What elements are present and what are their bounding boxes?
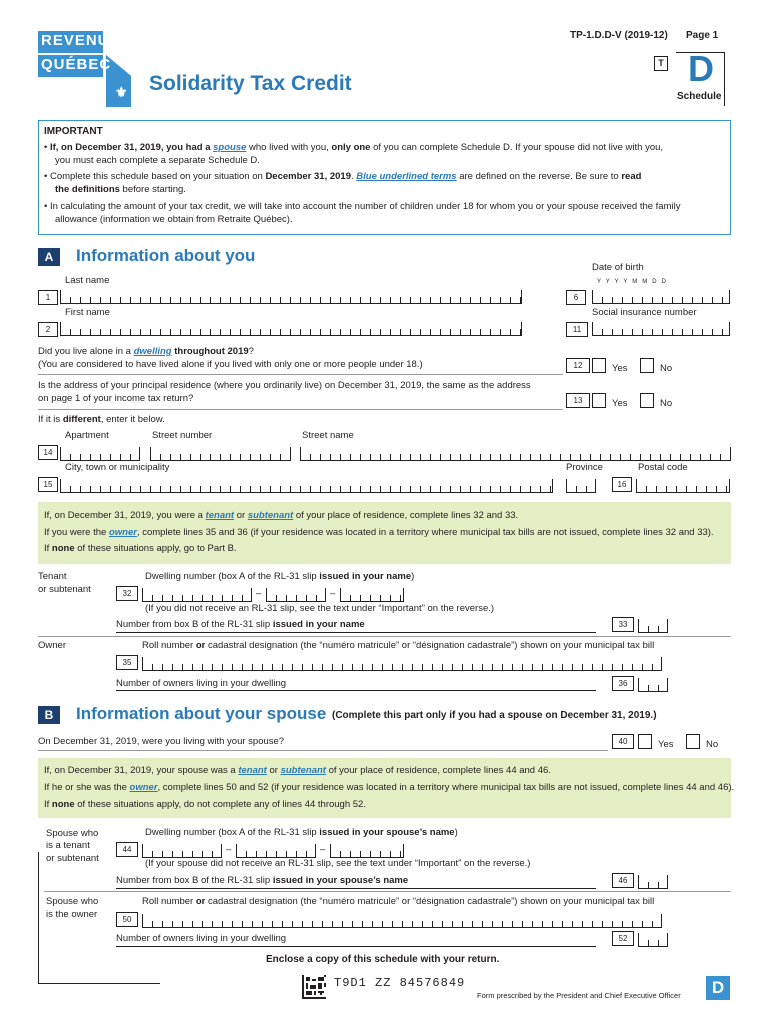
province-field[interactable]: [566, 479, 596, 493]
dob-label: Date of birth: [592, 262, 644, 273]
spouse-tenant-label-3: or subtenant: [46, 853, 99, 864]
line-15-box: 15: [38, 477, 58, 492]
important-bullet-1-cont: you must each complete a separate Schedule D.: [55, 155, 260, 166]
line-11-box: 11: [566, 322, 588, 337]
term-subtenant[interactable]: subtenant: [280, 765, 326, 776]
part-b-title: Information about your spouse: [76, 704, 327, 723]
live-alone-note: (You are considered to have lived alone if you lived with only one or more people under 18.): [38, 359, 423, 370]
last-name-label: Last name: [65, 275, 110, 286]
divider: [38, 409, 563, 410]
line-6-box: 6: [566, 290, 586, 305]
first-name-label: First name: [65, 307, 110, 318]
living-with-spouse-yes-checkbox[interactable]: [638, 734, 652, 749]
logo-text-bottom: QUÉBEC: [41, 56, 112, 73]
line-46-box: 46: [612, 873, 634, 888]
spouse-box-b-field[interactable]: [638, 875, 668, 889]
no-label: No: [660, 363, 673, 374]
apartment-field[interactable]: [60, 447, 140, 461]
term-subtenant[interactable]: subtenant: [247, 510, 294, 521]
spouse-roll-number-field[interactable]: [142, 914, 662, 928]
line-40-box: 40: [612, 734, 634, 749]
spouse-tenant-label-2: is a tenant: [46, 840, 90, 851]
no-slip-note: (If you did not receive an RL-31 slip, see the text under “Important” on the reverse.): [145, 603, 495, 614]
bottom-bracket: [38, 983, 160, 984]
term-dwelling[interactable]: dwelling: [133, 346, 172, 357]
owners-count-field[interactable]: [638, 678, 668, 692]
prescribed-note: Form prescribed by the President and Chief Executive Officer: [477, 991, 681, 1000]
divider: [116, 888, 596, 889]
enclose-instruction: Enclose a copy of this schedule with your return.: [266, 954, 500, 965]
spouse-roll-number-label: Roll number or cadastral designation (the “numéro matricule” or “désignation cadastrale”) shown on your municipal tax bill: [142, 896, 655, 907]
form-barcode-code: T9D1 ZZ 84576849: [334, 976, 466, 990]
term-blue-underlined[interactable]: Blue underlined terms: [356, 171, 457, 182]
schedule-d-badge: D: [706, 976, 730, 1000]
if-different-text: If it is different, enter it below.: [38, 414, 165, 425]
living-with-spouse-question: On December 31, 2019, were you living with your spouse?: [38, 736, 285, 747]
part-b-instr-2: If he or she was the owner, complete lines 50 and 52 (if your residence was located in a territory where municipal tax bills are not issued, complete lines 44 and 46).: [44, 782, 735, 793]
divider: [38, 374, 563, 375]
divider: [38, 636, 731, 637]
divider: [38, 750, 608, 751]
important-heading: IMPORTANT: [44, 126, 103, 137]
divider: [44, 891, 731, 892]
important-bullet-3: • In calculating the amount of your tax credit, we will take into account the number of children under 18 for whom you or your spouse received the family: [44, 201, 681, 212]
term-owner[interactable]: owner: [108, 527, 137, 538]
important-bullet-2: • Complete this schedule based on your situation on December 31, 2019. Blue underlined terms are defined on the reverse. Be sure to read: [44, 171, 642, 182]
live-alone-no-checkbox[interactable]: [640, 358, 654, 373]
line-33-box: 33: [612, 617, 634, 632]
yes-label: Yes: [612, 398, 628, 409]
line-35-box: 35: [116, 655, 138, 670]
dash: –: [256, 588, 262, 599]
same-address-yes-checkbox[interactable]: [592, 393, 606, 408]
divider: [116, 946, 596, 947]
t-box: T: [654, 56, 668, 71]
dwelling-number-part3[interactable]: [340, 588, 404, 602]
tenant-label: Tenant: [38, 571, 67, 582]
important-bullet-1: • If, on December 31, 2019, you had a spouse who lived with you, only one of you can complete Schedule D. If your spouse did not live with you,: [44, 142, 664, 153]
important-bullet-3-cont: allowance (information we obtain from Retraite Québec).: [55, 214, 293, 225]
part-a-instr-1: If, on December 31, 2019, you were a tenant or subtenant of your place of residence, complete lines 32 and 33.: [44, 510, 519, 521]
fleur-de-lis-icon: ⚜: [115, 84, 128, 100]
dwelling-number-part1[interactable]: [142, 588, 252, 602]
term-spouse[interactable]: spouse: [213, 142, 247, 153]
part-a-title: Information about you: [76, 246, 256, 265]
dash: –: [320, 844, 326, 855]
street-number-field[interactable]: [150, 447, 291, 461]
box-b-label: Number from box B of the RL-31 slip issued in your name: [116, 619, 365, 630]
same-address-no-checkbox[interactable]: [640, 393, 654, 408]
postal-code-label: Postal code: [638, 462, 688, 473]
spouse-dwelling-label: Dwelling number (box A of the RL-31 slip issued in your spouse’s name): [145, 827, 458, 838]
street-name-field[interactable]: [300, 447, 731, 461]
part-b-letter: B: [38, 706, 60, 724]
city-label: City, town or municipality: [65, 462, 170, 473]
part-a-instr-2: If you were the owner, complete lines 35 and 36 (if your residence was located in a territory where municipal tax bills are not issued, complete lines 32 and 33).: [44, 527, 714, 538]
spouse-no-slip-note: (If your spouse did not receive an RL-31 slip, see the text under “Important” on the reverse.): [145, 858, 531, 869]
tenant-label-cont: or subtenant: [38, 584, 91, 595]
owners-count-label: Number of owners living in your dwelling: [116, 678, 287, 689]
living-with-spouse-no-checkbox[interactable]: [686, 734, 700, 749]
term-tenant[interactable]: tenant: [238, 765, 267, 776]
date-of-birth-field[interactable]: [592, 290, 730, 304]
line-32-box: 32: [116, 586, 138, 601]
line-13-box: 13: [566, 393, 590, 408]
line-50-box: 50: [116, 912, 138, 927]
dob-format: Y Y Y Y M M D D: [597, 279, 666, 285]
address-question-cont: on page 1 of your income tax return?: [38, 393, 194, 404]
left-bracket: [38, 852, 39, 984]
part-b-instr-3: If none of these situations apply, do not complete any of lines 44 through 52.: [44, 799, 366, 810]
part-a-letter: A: [38, 248, 60, 266]
spouse-owner-label-2: is the owner: [46, 909, 98, 920]
divider: [116, 632, 596, 633]
logo-text-top: REVENU: [41, 32, 110, 49]
line-36-box: 36: [612, 676, 634, 691]
no-label: No: [660, 398, 673, 409]
street-number-label: Street number: [152, 430, 213, 441]
dash: –: [226, 844, 232, 855]
address-question: Is the address of your principal residence (where you ordinarily live) on December 31, 2019, the same as the address: [38, 380, 531, 391]
spouse-dwelling-part2[interactable]: [236, 844, 316, 858]
yes-label: Yes: [612, 363, 628, 374]
spouse-box-b-label: Number from box B of the RL-31 slip issued in your spouse’s name: [116, 875, 409, 886]
no-label: No: [706, 739, 719, 750]
important-bullet-2-cont: the definitions before starting.: [55, 184, 186, 195]
spouse-tenant-label: Spouse who: [46, 828, 99, 839]
street-name-label: Street name: [302, 430, 354, 441]
apartment-label: Apartment: [65, 430, 109, 441]
dwelling-number-part2[interactable]: [266, 588, 326, 602]
live-alone-question: Did you live alone in a dwelling throughout 2019?: [38, 346, 254, 357]
postal-code-field[interactable]: [636, 479, 730, 493]
line-14-box: 14: [38, 445, 58, 460]
page-title: Solidarity Tax Credit: [149, 72, 352, 95]
line-1-box: 1: [38, 290, 58, 305]
line-12-box: 12: [566, 358, 590, 373]
schedule-word: Schedule: [677, 91, 722, 102]
province-label: Province: [566, 462, 603, 473]
term-owner[interactable]: owner: [129, 782, 158, 793]
page-number: Page 1: [686, 30, 719, 41]
sin-field[interactable]: [592, 322, 730, 336]
part-a-instr-3: If none of these situations apply, go to Part B.: [44, 543, 237, 554]
line-16-box: 16: [612, 477, 632, 492]
spouse-owners-count-label: Number of owners living in your dwelling: [116, 933, 287, 944]
roll-number-field[interactable]: [142, 657, 662, 671]
live-alone-yes-checkbox[interactable]: [592, 358, 606, 373]
term-tenant[interactable]: tenant: [205, 510, 235, 521]
sin-label: Social insurance number: [592, 307, 697, 318]
first-name-field[interactable]: [60, 322, 522, 336]
form-code: TP-1.D.D-V (2019-12): [570, 30, 668, 41]
dash: –: [330, 588, 336, 599]
last-name-field[interactable]: [60, 290, 522, 304]
spouse-dwelling-part3[interactable]: [330, 844, 404, 858]
barcode-icon: [302, 975, 326, 999]
schedule-letter: D: [688, 48, 714, 89]
part-b-instr-1: If, on December 31, 2019, your spouse was a tenant or subtenant of your place of residence, complete lines 44 and 46.: [44, 765, 551, 776]
dwelling-number-label: Dwelling number (box A of the RL-31 slip issued in your name): [145, 571, 415, 582]
spouse-owners-count-field[interactable]: [638, 933, 668, 947]
line-2-box: 2: [38, 322, 58, 337]
divider: [116, 690, 596, 691]
yes-label: Yes: [658, 739, 674, 750]
city-field[interactable]: [60, 479, 553, 493]
roll-number-label: Roll number or cadastral designation (the “numéro matricule” or “désignation cadastrale”) shown on your municipal tax bill: [142, 640, 655, 651]
box-b-number-field[interactable]: [638, 619, 668, 633]
line-44-box: 44: [116, 842, 138, 857]
spouse-owner-label: Spouse who: [46, 896, 99, 907]
owner-label: Owner: [38, 640, 66, 651]
line-52-box: 52: [612, 931, 634, 946]
part-b-subtitle: (Complete this part only if you had a spouse on December 31, 2019.): [332, 710, 657, 721]
spouse-dwelling-part1[interactable]: [142, 844, 222, 858]
